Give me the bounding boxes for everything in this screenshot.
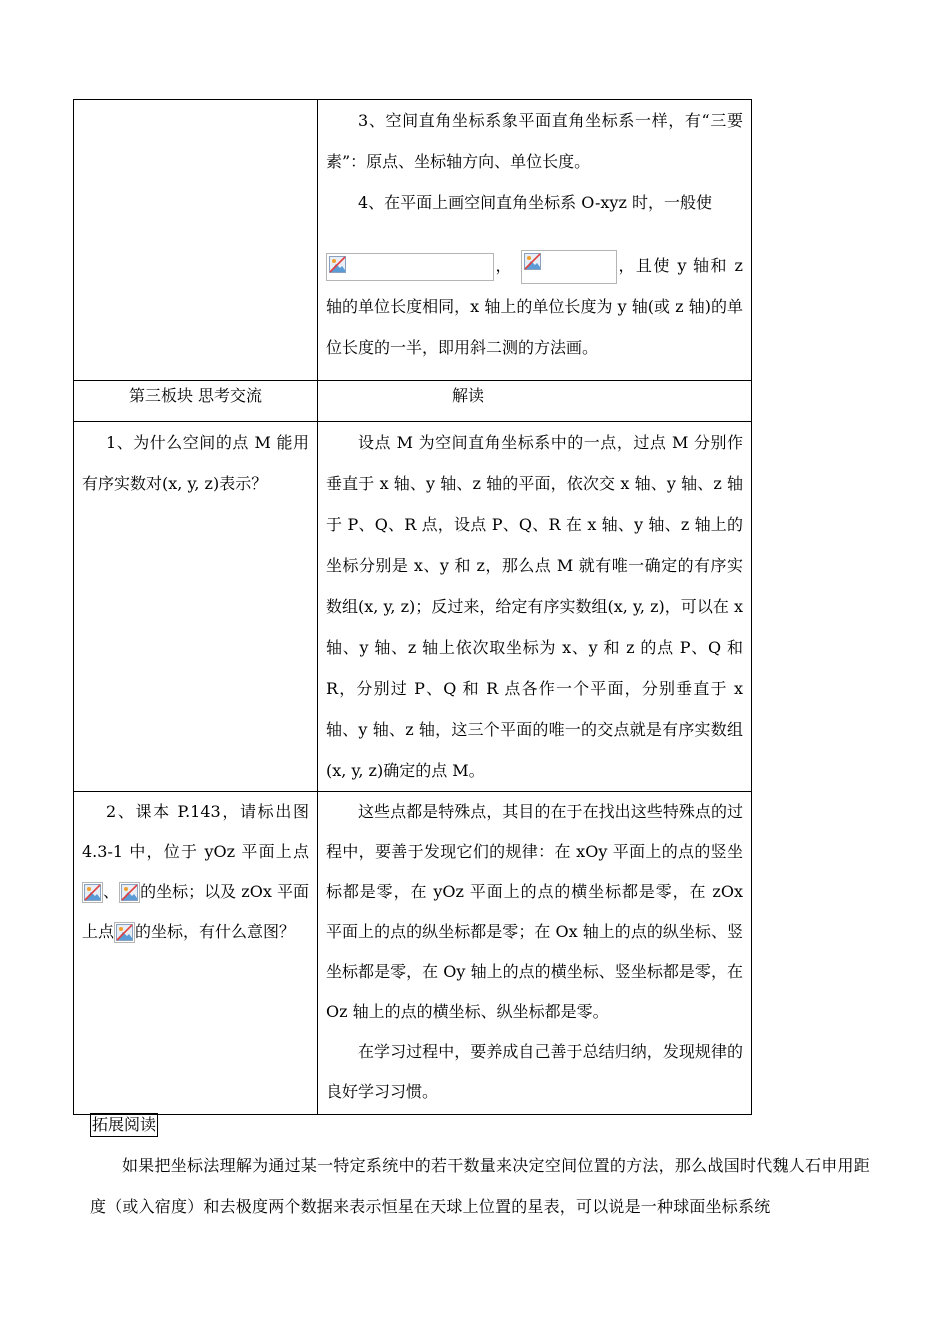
extended-reading-title: 拓展阅读 — [90, 1113, 158, 1137]
question-2-sep: 、 — [103, 882, 120, 901]
item-4-text: 4、在平面上画空间直角坐标系 O-xyz 时，一般使 — [358, 193, 712, 212]
item-4-continued — [326, 245, 743, 368]
answer-1-cell — [318, 422, 752, 792]
question-1-text: 1、为什么空间的点 M 能用有序实数对(x, y, z)表示？ — [82, 433, 309, 493]
extended-reading-text: 如果把坐标法理解为通过某一特定系统中的若干数量来决定空间位置的方法，那么战国时代魏人石申用距度（或入宿度）和去极度两个数据来表示恒星在天球上位置的星表，可以说是一种球面坐标系统 — [90, 1156, 870, 1216]
interpretation-header: 解读 — [452, 386, 485, 405]
broken-image-icon — [119, 882, 140, 903]
empty-cell — [74, 100, 318, 381]
question-2-part-c: 的坐标，有什么意图？ — [135, 922, 296, 941]
section-header: 第三板块 思考交流 — [128, 386, 263, 405]
question-2-part-b: 的坐标；以及 zOx 平面上点 — [82, 882, 309, 941]
answer-1-text: 设点 M 为空间直角坐标系中的一点，过点 M 分别作垂直于 x 轴、y 轴、z 轴的平面，依次交 x 轴、y 轴、z 轴于 P、Q、R 点，设点 P、Q、R 在 x 轴、y 轴、z 轴上的坐标分别是 x、y 和 z，那么点 M 就有唯一确定的有序实数组(x, y, z)；反过来，给定有序实数组(x, y, z)，可以在 x 轴、y 轴、z 轴上依次取坐标为 x、y 和 z 的点 P、Q 和 R，分别过 P、Q 和 R 点各作一个平面，分别垂直于 x 轴、y 轴、z 轴，这三个平面的唯一的交点就是有序实数组(x, y, z)确定的点 M。 — [326, 433, 743, 780]
header-right-cell — [318, 381, 752, 422]
answer-2-paragraph-1: 这些点都是特殊点，其目的在于在找出这些特殊点的过程中，要善于发现它们的规律：在 xOy 平面上的点的竖坐标都是零，在 yOz 平面上的点的横坐标都是零，在 zOx 平面上的点的纵坐标都是零；在 Ox 轴上的点的纵坐标、竖坐标都是零，在 Oy 轴上的点的横坐标、竖坐标都是零，在 Oz 轴上的点的横坐标、纵坐标都是零。 — [326, 802, 743, 1021]
question-1-cell — [74, 422, 318, 792]
item-4-rest: ，且使 y 轴和 z 轴的单位长度相同，x 轴上的单位长度为 y 轴(或 z 轴)的单位长度的一半，即用斜二测的方法画。 — [326, 256, 743, 357]
table-row — [74, 100, 752, 381]
header-row — [74, 381, 752, 422]
broken-image-icon — [521, 250, 617, 284]
question-2-part-a: 2、课本 P.143，请标出图 4.3-1 中，位于 yOz 平面上点 — [82, 802, 309, 861]
extended-reading-section — [90, 1113, 870, 1227]
broken-image-icon — [82, 882, 103, 903]
broken-image-icon — [326, 253, 494, 281]
separator-text: ， — [494, 256, 513, 275]
answer-2-paragraph-2: 在学习过程中，要养成自己善于总结归纳，发现规律的良好学习习惯。 — [326, 1042, 743, 1101]
question-2-text — [82, 792, 309, 952]
coordinate-notes-cell — [318, 100, 752, 381]
broken-image-icon — [114, 922, 135, 943]
table-row — [74, 792, 752, 1115]
answer-2-cell — [318, 792, 752, 1115]
question-2-cell — [74, 792, 318, 1115]
header-left-cell — [74, 381, 318, 422]
content-table — [73, 99, 752, 1115]
item-3-text: 3、空间直角坐标系象平面直角坐标系一样，有“三要素”：原点、坐标轴方向、单位长度。 — [326, 111, 743, 171]
table-row — [74, 422, 752, 792]
